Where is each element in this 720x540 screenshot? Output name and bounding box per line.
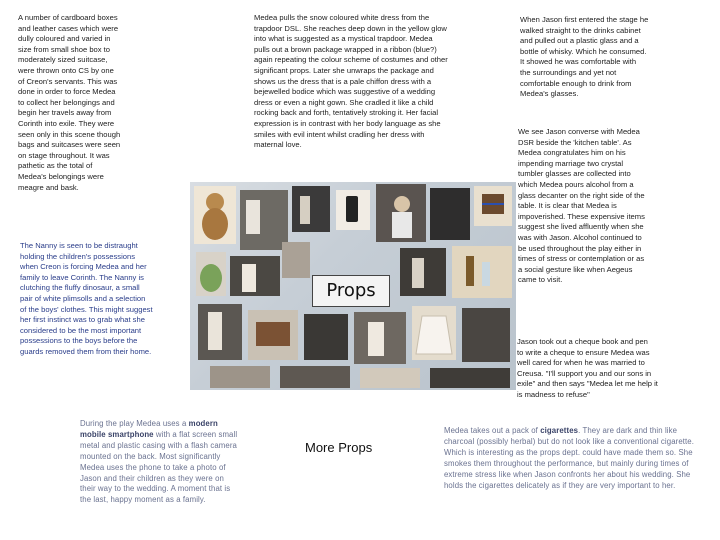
text-cardboard-boxes: A number of cardboard boxes and leather cases which were dully coloured and varied in size from small shoe box to moderately sized suitcase, were thrown onto CS by one of Creon's servants. This was done in order to force Medea to collect her belongings and begin her travels away from Corinth into exile. They were seen only in this scene though bags and suitcases were seen on stage throughout. It was pathetic as the total of Medea's belongings were meagre and bask. — [18, 13, 121, 192]
text-smartphone: During the play Medea uses a modern mobile smartphone with a flat screen small metal and plastic casing with a flash camera mounted on the back. Most significantly Medea uses the phone to take a photo of Jason and their children as they were on their way to the wedding. A moment that is the last, happy moment as a family. — [80, 419, 238, 505]
scene-photo-2 — [292, 186, 330, 232]
scene-photo-11 — [280, 366, 350, 388]
text-crystal-glasses: We see Jason converse with Medea DSR beside the 'kitchen table'. As Medea congratulates him on his impending marriage two crystal tumbler glasses are collected into which Medea pours alcohol from a glass decanter on the right side of the table. It is clear that Medea is impoverished. These expensive items suggest she lived affluently when she was with Jason. Alcohol continued to be used throughout the play either in times of stress or contemplation or as a social gesture like when Aegeus came to visit. — [518, 127, 645, 285]
text-cheque-book: Jason took out a cheque book and pen to write a cheque to ensure Medea was well cared for when he was married to Creusa. "I'll support you and our sons in exile" and then says "Medea let me help it is madness to refuse" — [517, 337, 658, 399]
props-collage-image — [190, 182, 516, 390]
scene-photo-12 — [360, 368, 420, 388]
text-white-dress: Medea pulls the snow coloured white dress from the trapdoor DSL. She reaches deep down in the yellow glow into what is suggested as a mystical trapdoor. Medea pulls out a brown package wrapped in a ribbon (blue?) again repeating the colour scheme of costumes and other significant props. Later she unwraps the package and shows us the dress that is a pale chiffon dress with a bejewelled bodice which was suggestive of a wedding dress or even a night gown. She cradled it like a child rocking back and forth, tentatively stroking it. Her facial expression is in contrast with her body language as she smiles with evil intent whilst cradling her dress with maternal love. — [254, 13, 448, 150]
scene-photo-13 — [430, 368, 510, 388]
scene-photo-8 — [304, 314, 348, 360]
scene-photo-4 — [430, 188, 470, 240]
more-props-title: More Props — [305, 440, 373, 455]
props-label: Props — [312, 275, 390, 307]
boxes-photo — [210, 366, 270, 388]
scene-photo-10 — [462, 308, 510, 362]
text-nanny-possessions: The Nanny is seen to be distraught holding the children's possessions when Creon is forcing Medea and her family to leave Corinth. The Nanny is clutching the fluffy dinosaur, a small pair of white plimsolls and a selection of the boys' clothes. This might suggest her first instinct was to grab what she considered to be the most important possessions to the boys before the guards removed them from their home. — [20, 241, 153, 356]
glass-photo — [282, 242, 310, 278]
text-cigarettes: Medea takes out a pack of cigarettes. They are dark and thin like charcoal (possibly herbal) but do not look like a conventional cigarette. Which is interesting as the props dept. could have made them so. She smokes them throughout the performance, but mainly during times of extreme stress like when Jason confronts her about his wedding. She holds the cigarettes delicately as if they are very important to her. — [444, 426, 695, 490]
text-jason-drinks: When Jason first entered the stage he walked straight to the drinks cabinet and pulled out a plastic glass and a bottle of whisky. Which he consumed. It showed he was comfortable with the surroundings and yet not comfortable enough to drink from Medea's glasses. — [520, 15, 649, 99]
